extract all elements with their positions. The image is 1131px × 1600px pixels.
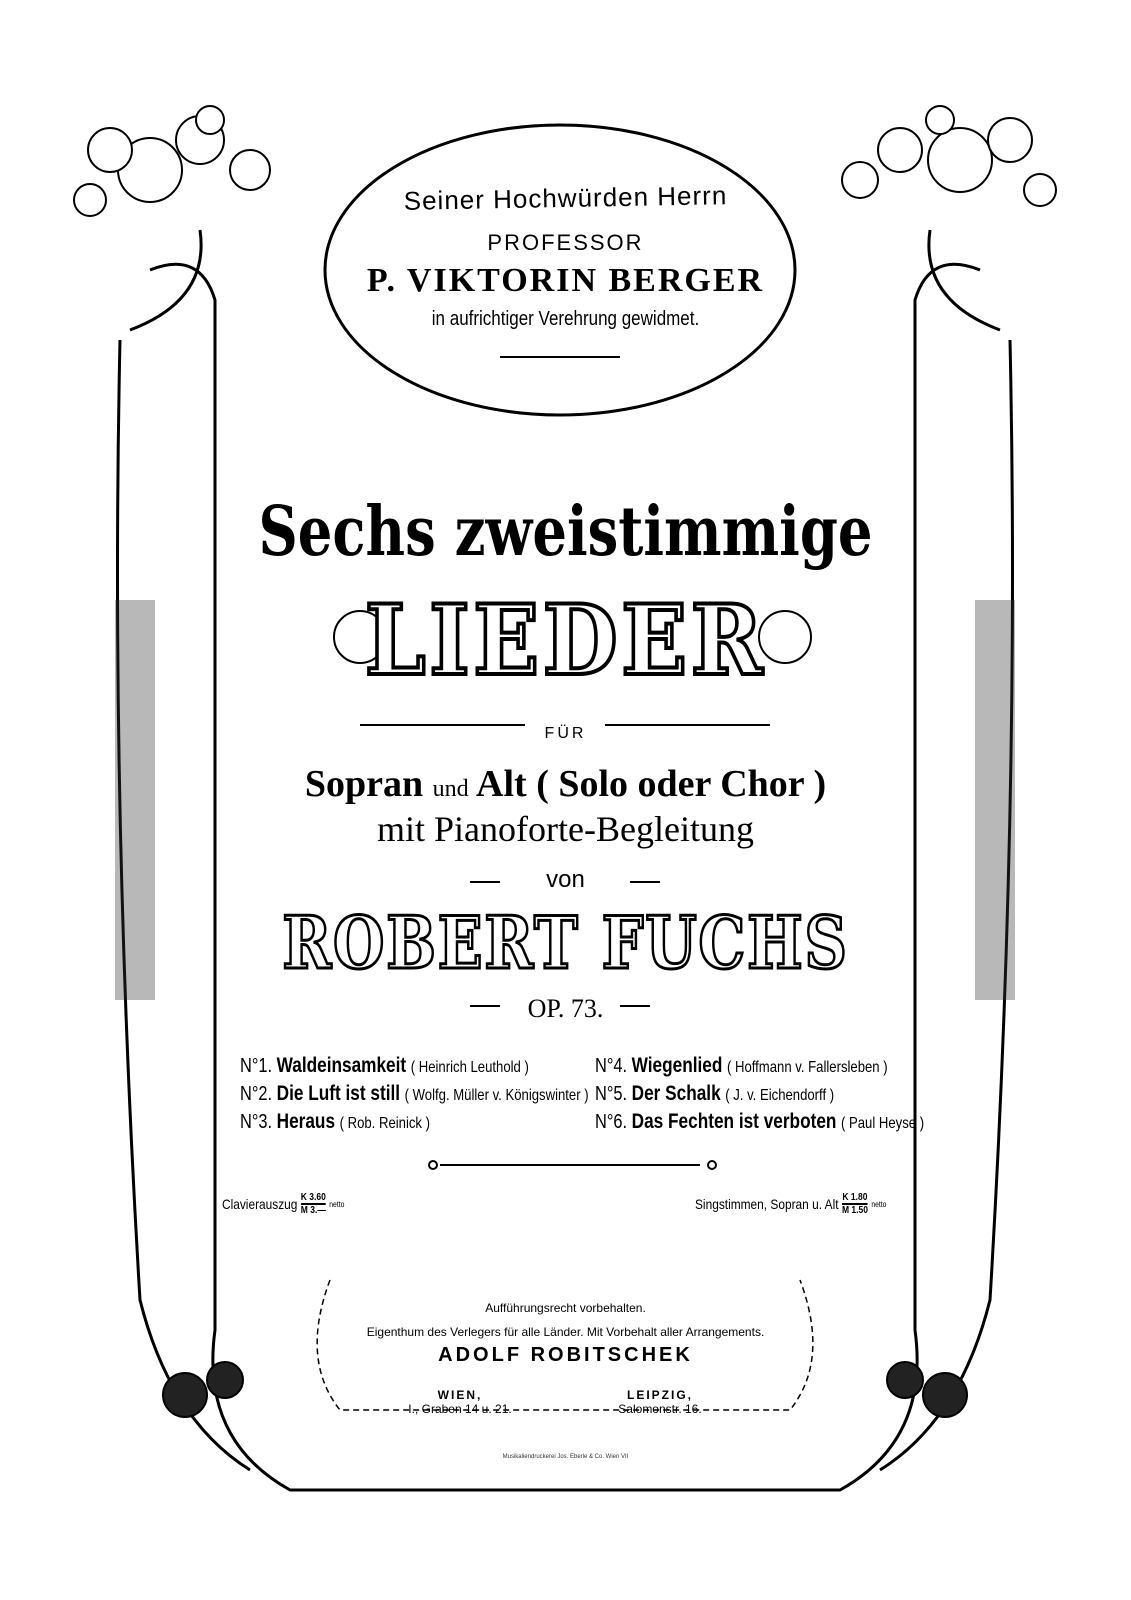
title-line-1: Sechs zweistimmige (258, 492, 873, 572)
song-title: Wiegenlied (631, 1054, 723, 1077)
voicing (0, 762, 1131, 806)
city-name: LEIPZIG, (626, 1388, 693, 1402)
song-poet: ( J. v. Eichendorff ) (725, 1087, 835, 1104)
song-number: N°1. (240, 1055, 273, 1077)
song-poet: ( Heinrich Leuthold ) (410, 1059, 529, 1076)
price-fraction (842, 1192, 868, 1216)
voice-alto: Alt (476, 763, 527, 805)
song-poet: ( Rob. Reinick ) (339, 1115, 430, 1132)
list-item (595, 1052, 888, 1082)
composer-name: ROBERT FUCHS (282, 900, 849, 985)
opus-number: OP. 73. (527, 994, 604, 1023)
song-title: Die Luft ist still (276, 1082, 401, 1105)
dedicatee-name: P. VIKTORIN BERGER (366, 262, 765, 299)
price-vocal-parts (695, 1192, 886, 1216)
song-poet: ( Wolfg. Müller v. Königswinter ) (404, 1087, 589, 1104)
song-poet: ( Hoffmann v. Fallersleben ) (726, 1059, 888, 1076)
publisher-name: ADOLF ROBITSCHEK (438, 1344, 693, 1366)
price-piano-score (222, 1192, 344, 1216)
list-item (240, 1052, 529, 1082)
voice-soprano: Sopran (304, 763, 424, 805)
song-title: Heraus (276, 1110, 336, 1133)
dedication-line-2: PROFESSOR (487, 230, 644, 255)
von: von (546, 866, 585, 893)
publisher-vienna (380, 1388, 540, 1416)
song-title: Waldeinsamkeit (276, 1054, 407, 1077)
price-fraction (301, 1192, 326, 1216)
list-item (240, 1108, 430, 1138)
song-title: Der Schalk (631, 1082, 721, 1105)
price-mark: M 1.50 (841, 1205, 868, 1216)
publisher-leipzig (580, 1388, 740, 1416)
und: und (432, 776, 469, 802)
price-label: Singstimmen, Sopran u. Alt (695, 1196, 839, 1212)
song-number: N°6. (595, 1111, 628, 1133)
dedication-line-4: in aufrichtiger Verehrung gewidmet. (431, 308, 700, 330)
printer-imprint: Musikaliendruckerei Jos. Eberle & Co. Wien VII (502, 1454, 629, 1460)
price-kronen: K 3.60 (300, 1192, 326, 1203)
city-name: WIEN, (437, 1388, 483, 1402)
title-fur: FÜR (544, 725, 587, 742)
city-address: I., Graben 14 u. 21. (408, 1402, 512, 1416)
dedication-line-1: Seiner Hochwürden Herrn (403, 180, 728, 216)
price-netto: netto (871, 1199, 887, 1209)
price-mark: M 3.— (300, 1205, 326, 1216)
list-item (595, 1108, 924, 1138)
price-netto: netto (329, 1199, 345, 1209)
song-poet: ( Paul Heyse ) (840, 1115, 925, 1132)
title-lieder: LIEDER (364, 584, 767, 697)
song-number: N°2. (240, 1083, 273, 1105)
city-address: Salomonstr. 16. (618, 1402, 702, 1416)
accompaniment: mit Pianoforte-Begleitung (377, 809, 754, 849)
solo-or-choir: ( Solo oder Chor ) (536, 763, 827, 805)
song-number: N°5. (595, 1083, 628, 1105)
list-item (240, 1080, 589, 1110)
property-notice: Eigenthum des Verlegers für alle Länder. Mit Vorbehalt aller Arrangements. (366, 1325, 765, 1339)
song-number: N°4. (595, 1055, 628, 1077)
price-label: Clavierauszug (222, 1196, 298, 1212)
price-kronen: K 1.80 (842, 1192, 868, 1203)
performance-rights: Aufführungsrecht vorbehalten. (485, 1301, 646, 1315)
list-item (595, 1080, 834, 1110)
song-number: N°3. (240, 1111, 273, 1133)
song-title: Das Fechten ist verboten (631, 1110, 837, 1133)
